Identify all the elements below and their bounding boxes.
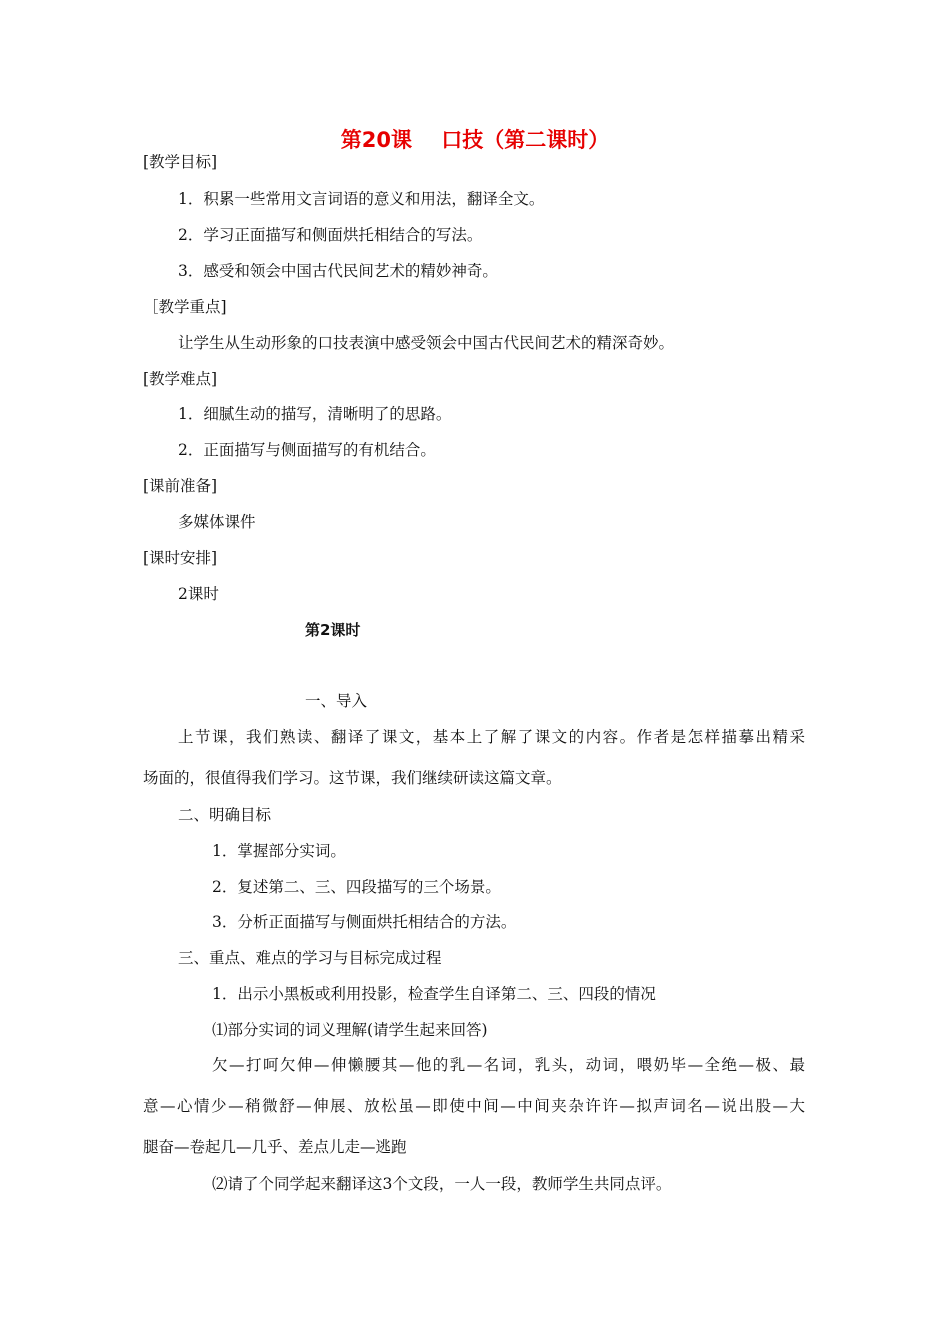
- process-heading: 三、重点、难点的学习与目标完成过程: [178, 949, 442, 967]
- preparation-heading: [课前准备]: [143, 477, 218, 495]
- teaching-key-heading: ［教学重点]: [143, 298, 227, 316]
- clarify-goals-heading: 二、明确目标: [178, 806, 272, 824]
- teaching-goal-item: 3．感受和领会中国古代民间艺术的精妙神奇。: [178, 262, 498, 280]
- process-step: 1．出示小黑板或利用投影，检查学生自译第二、三、四段的情况: [212, 985, 656, 1003]
- process-subitem: ⑵请了个同学起来翻译这3个文段，一人一段，教师学生共同点评。: [212, 1175, 672, 1193]
- vocabulary-line: 欠—打呵欠伸—伸懒腰其—他的乳—名词，乳头，动词，喂奶毕—全绝—极、最: [212, 1056, 805, 1074]
- teaching-goal-item: 2．学习正面描写和侧面烘托相结合的写法。: [178, 226, 483, 244]
- intro-paragraph-line: 上节课，我们熟读、翻译了课文，基本上了解了课文的内容。作者是怎样描摹出精采: [178, 728, 805, 746]
- clarify-goal-item: 3．分析正面描写与侧面烘托相结合的方法。: [212, 913, 517, 931]
- teaching-difficulty-item: 1．细腻生动的描写，清晰明了的思路。: [178, 405, 452, 423]
- lesson-heading: 第2课时: [305, 621, 361, 639]
- preparation-text: 多媒体课件: [178, 513, 256, 531]
- vocabulary-line: 腿奋—卷起几—几乎、差点儿走—逃跑: [143, 1138, 407, 1156]
- vocabulary-line: 意—心情少—稍微舒—伸展、放松虽—即使中间—中间夹杂许许—拟声词名—说出股—大: [143, 1097, 805, 1115]
- process-subitem: ⑴部分实词的词义理解(请学生起来回答): [212, 1021, 488, 1039]
- teaching-difficulty-heading: [教学难点]: [143, 370, 218, 388]
- intro-heading: 一、导入: [305, 692, 368, 710]
- teaching-key-text: 让学生从生动形象的口技表演中感受领会中国古代民间艺术的精深奇妙。: [178, 334, 675, 352]
- document-title: 第20课 口技（第二课时）: [340, 128, 610, 152]
- teaching-difficulty-item: 2．正面描写与侧面描写的有机结合。: [178, 441, 436, 459]
- schedule-heading: [课时安排]: [143, 549, 218, 567]
- teaching-goals-heading: [教学目标]: [143, 153, 218, 171]
- schedule-text: 2课时: [178, 585, 219, 603]
- intro-paragraph-line: 场面的，很值得我们学习。这节课，我们继续研读这篇文章。: [143, 769, 562, 787]
- clarify-goal-item: 1．掌握部分实词。: [212, 842, 346, 860]
- teaching-goal-item: 1．积累一些常用文言词语的意义和用法，翻译全文。: [178, 190, 545, 208]
- clarify-goal-item: 2．复述第二、三、四段描写的三个场景。: [212, 878, 501, 896]
